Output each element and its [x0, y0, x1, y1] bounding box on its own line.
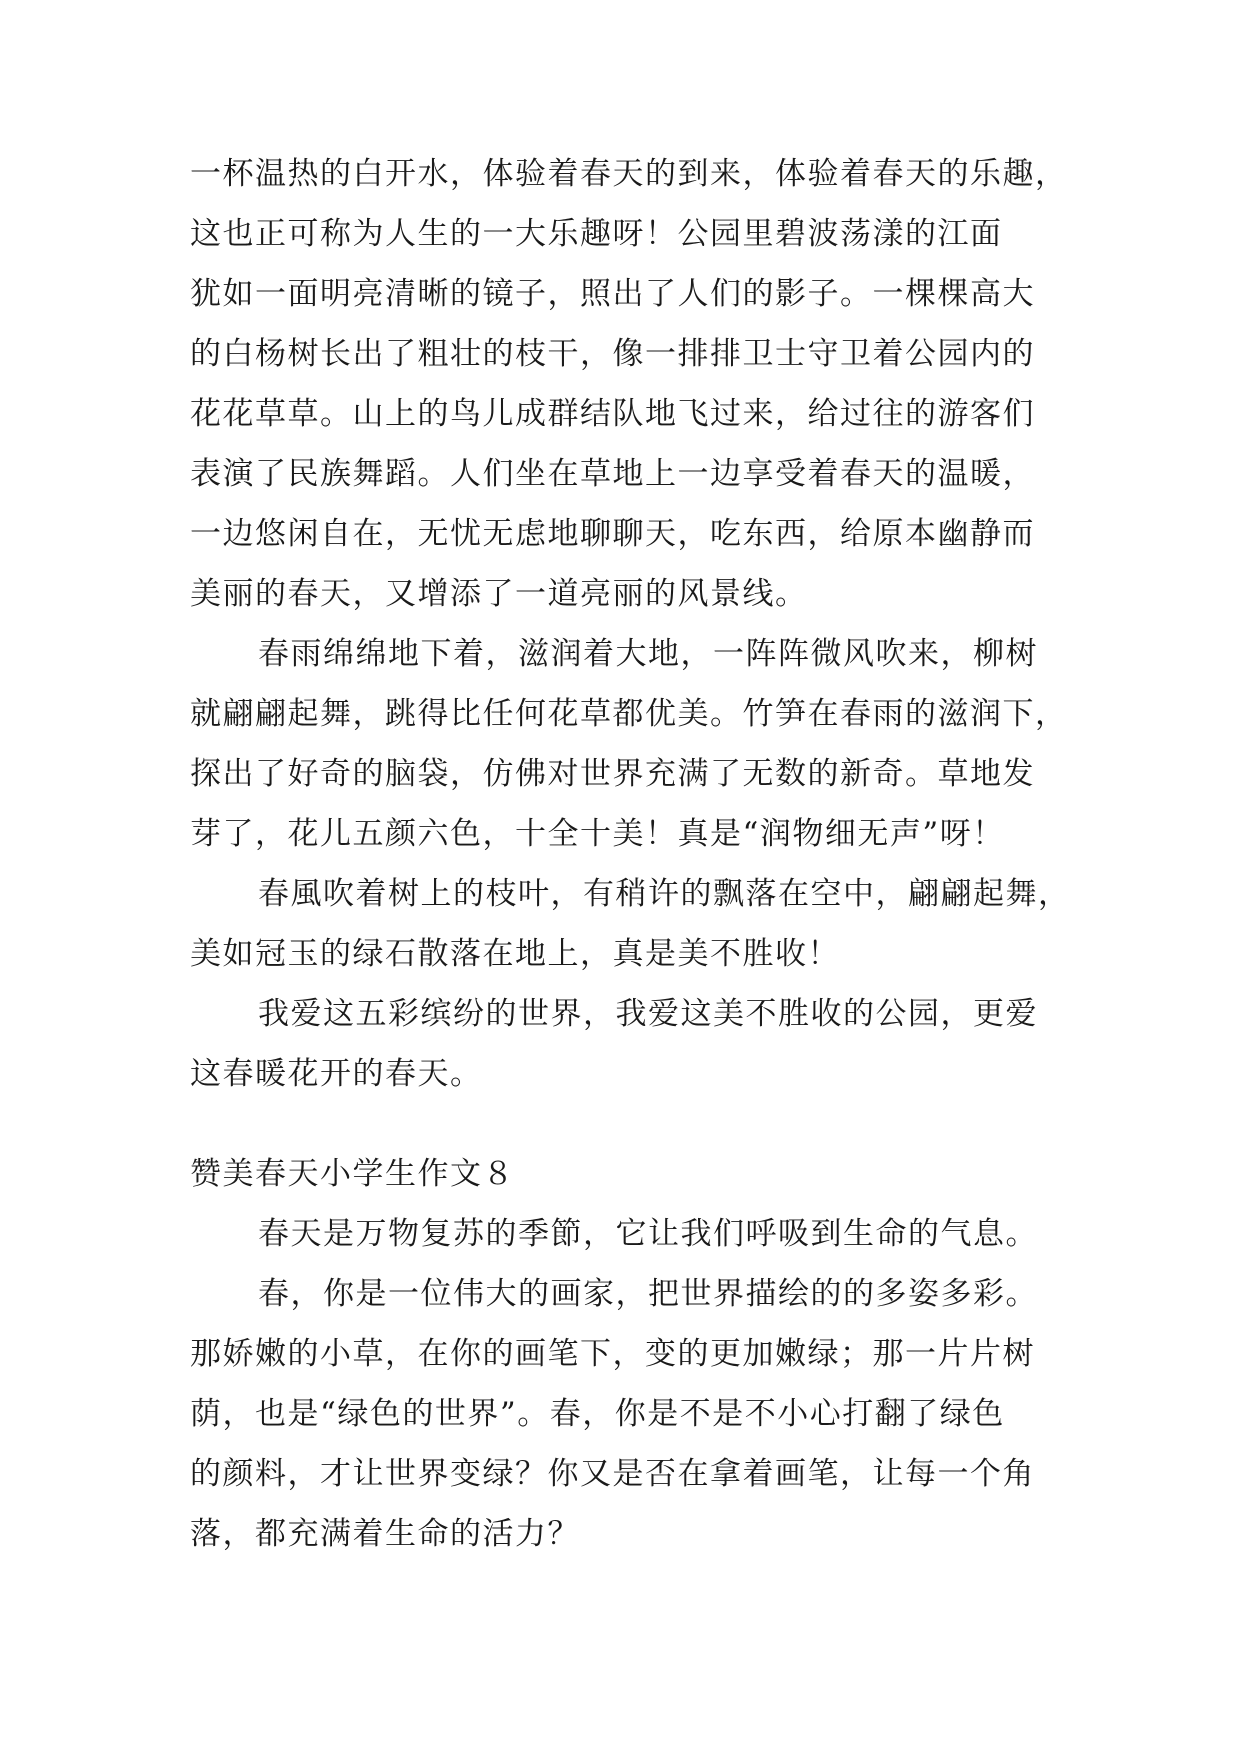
- text-line: 花花草草。山上的鸟儿成群结队地飞过来，给过往的游客们: [190, 396, 1035, 432]
- text-line: 探出了好奇的脑袋，仿佛对世界充满了无数的新奇。草地发: [190, 756, 1035, 792]
- text-line: 美丽的春天，又增添了一道亮丽的风景线。: [190, 576, 808, 612]
- text-line: 这春暖花开的春天。: [190, 1056, 483, 1092]
- text-line: 落，都充满着生命的活力？: [190, 1516, 580, 1552]
- text-line: 就翩翩起舞，跳得比任何花草都优美。竹笋在春雨的滋润下，: [190, 696, 1068, 732]
- text-line: 犹如一面明亮清晰的镜子，照出了人们的影子。一棵棵高大: [190, 276, 1035, 312]
- paragraph-first-line: 我爱这五彩缤纷的世界，我爱这美不胜收的公园，更爱: [258, 996, 1038, 1032]
- text-line: 的颜料，才让世界变绿？你又是否在拿着画笔，让每一个角: [190, 1456, 1035, 1492]
- text-line: 荫，也是“绿色的世界”。春，你是不是不小心打翻了绿色: [190, 1396, 1005, 1432]
- text-line: 表演了民族舞蹈。人们坐在草地上一边享受着春天的温暖，: [190, 456, 1035, 492]
- text-line: 一杯温热的白开水，体验着春天的到来，体验着春天的乐趣，: [190, 156, 1068, 192]
- text-line: 的白杨树长出了粗壮的枝干，像一排排卫士守卫着公园内的: [190, 336, 1035, 372]
- paragraph-first-line: 春風吹着树上的枝叶，有稍许的飘落在空中，翩翩起舞，: [258, 876, 1071, 912]
- paragraph-first-line: 春天是万物复苏的季節，它让我们呼吸到生命的气息。: [258, 1216, 1038, 1252]
- text-line: 芽了，花儿五颜六色，十全十美！真是“润物细无声”呀！: [190, 816, 1005, 852]
- paragraph-first-line: 春，你是一位伟大的画家，把世界描绘的的多姿多彩。: [258, 1276, 1038, 1312]
- text-line: 那娇嫩的小草，在你的画笔下，变的更加嫩绿；那一片片树: [190, 1336, 1035, 1372]
- paragraph-first-line: 春雨绵绵地下着，滋润着大地，一阵阵微风吹来，柳树: [258, 636, 1038, 672]
- text-line: 一边悠闲自在，无忧无虑地聊聊天，吃东西，给原本幽静而: [190, 516, 1035, 552]
- text-line: 这也正可称为人生的一大乐趣呀！公园里碧波荡漾的江面: [190, 216, 1003, 252]
- text-line: 美如冠玉的绿石散落在地上，真是美不胜收！: [190, 936, 840, 972]
- section-heading: 赞美春天小学生作文８: [190, 1156, 515, 1192]
